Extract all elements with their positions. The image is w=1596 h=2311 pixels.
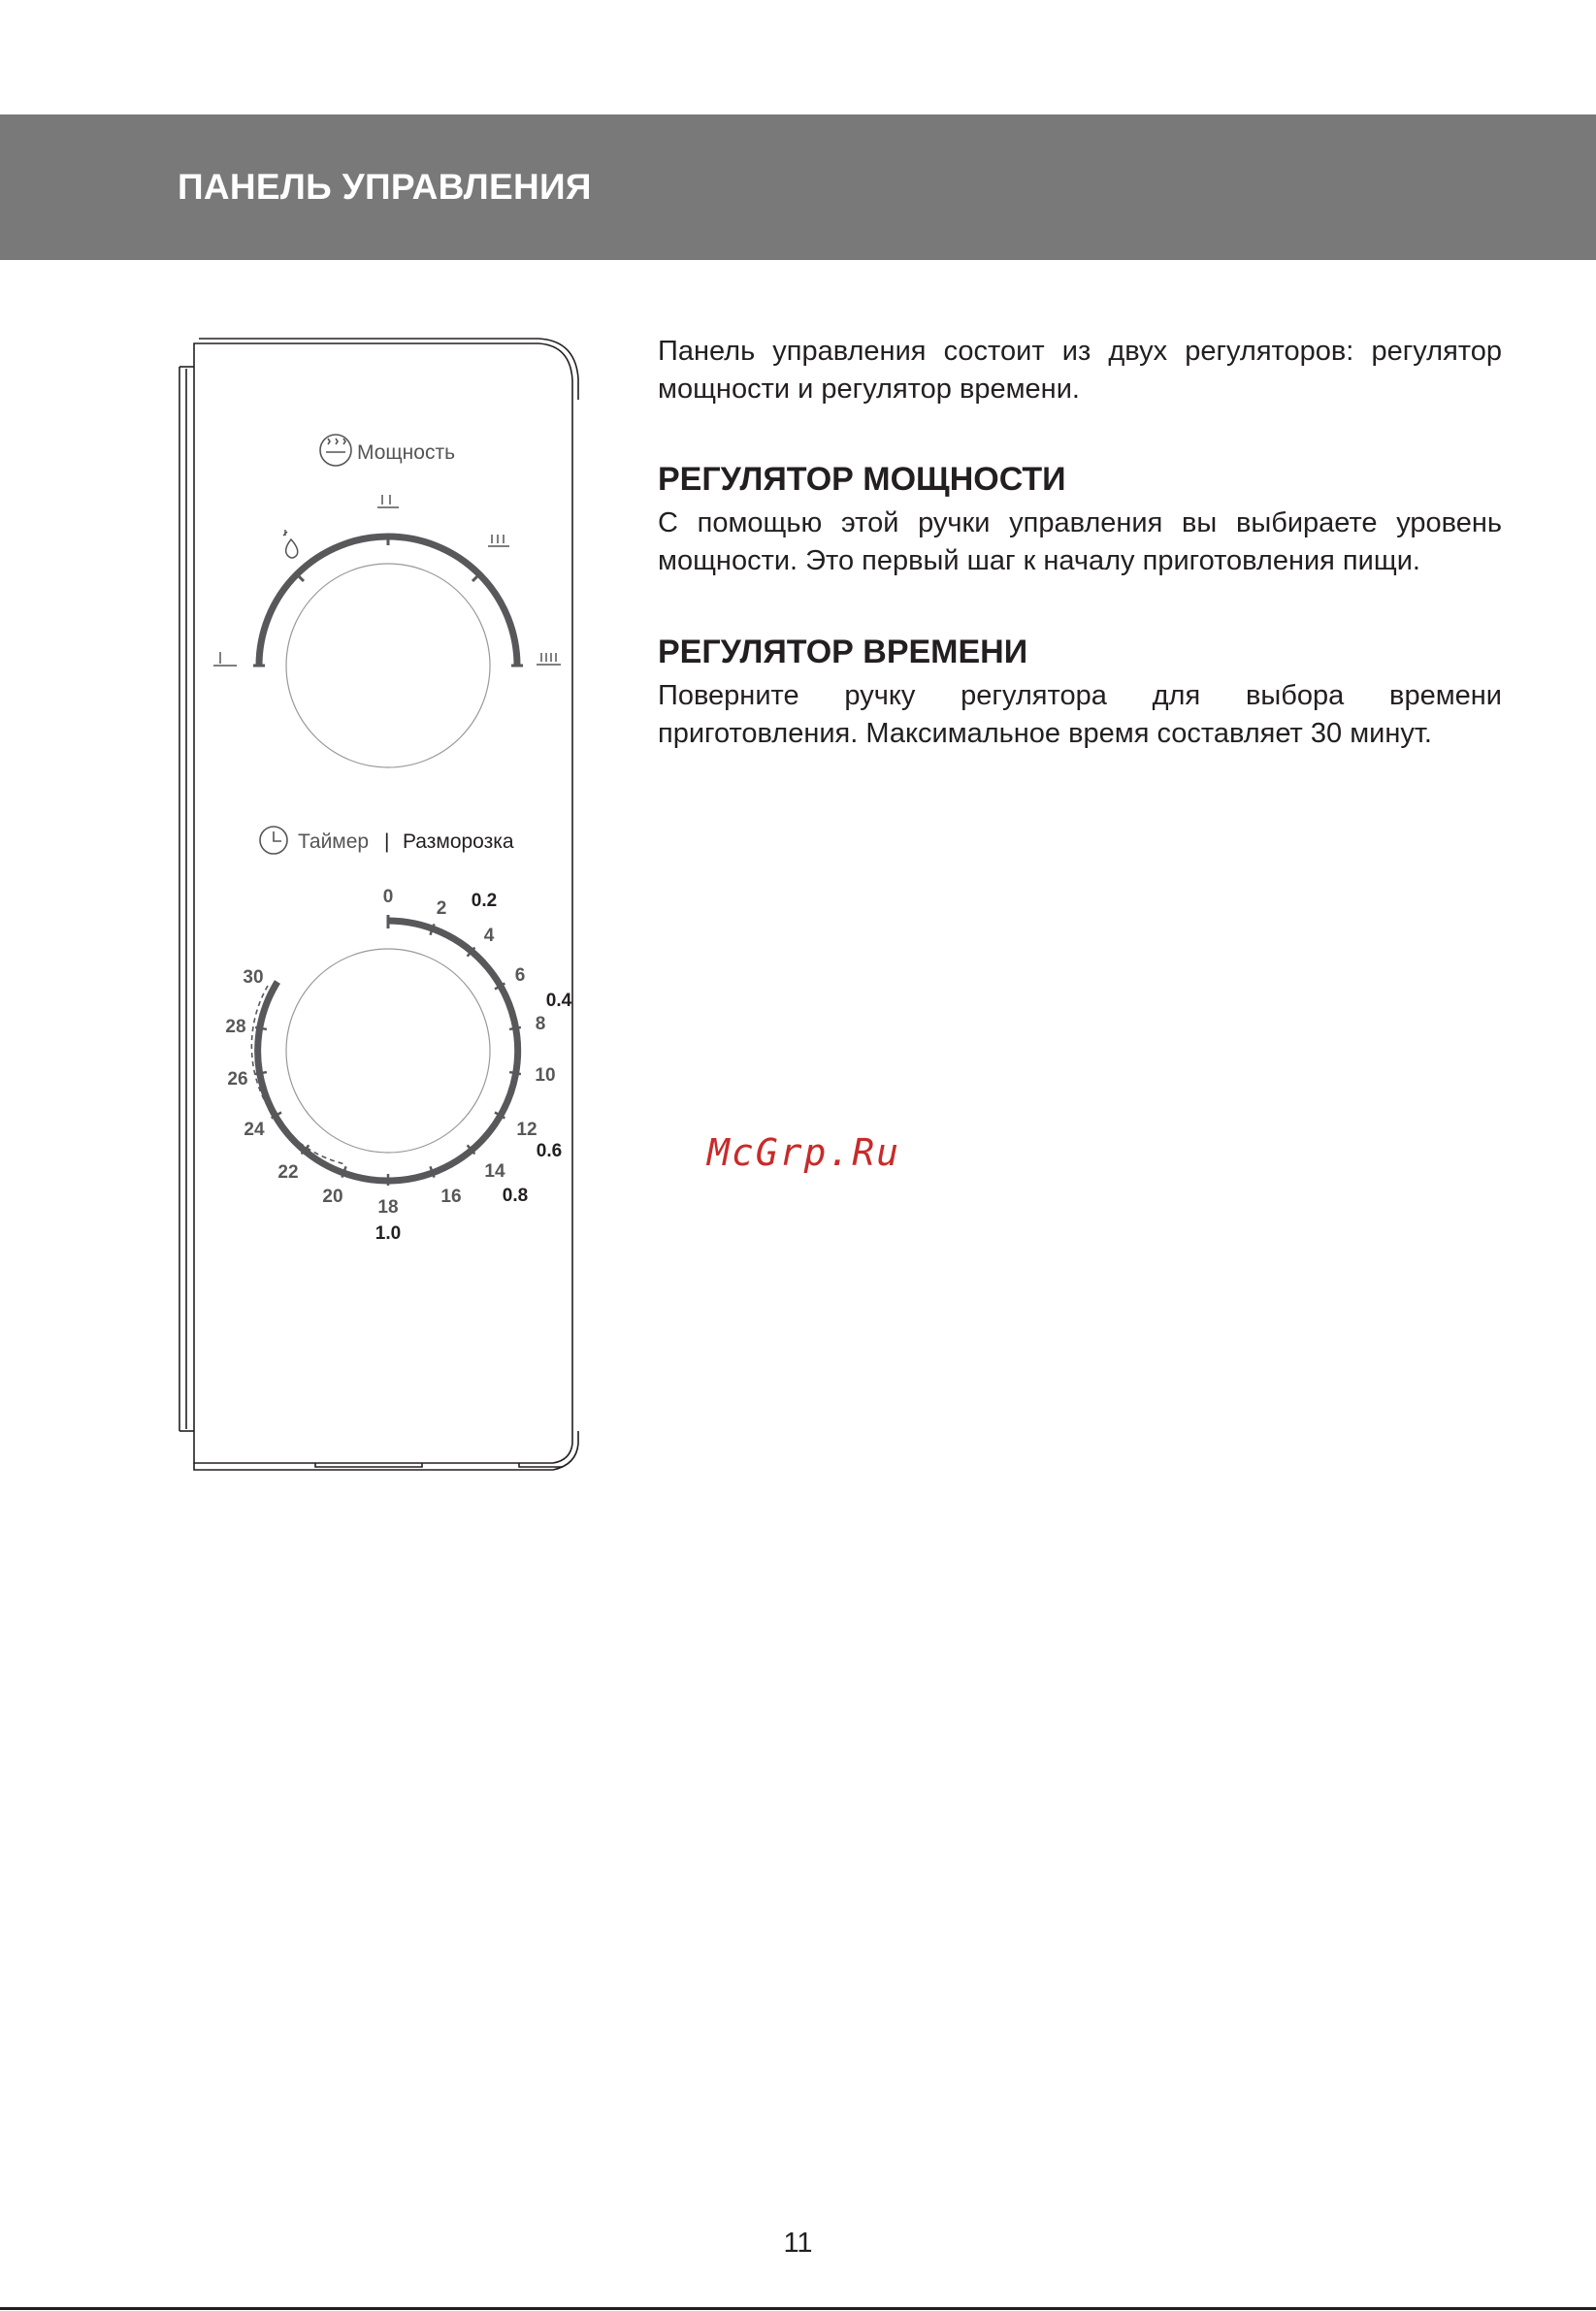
time-mark: 4	[483, 926, 495, 946]
defrost-label: Разморозка	[403, 830, 514, 853]
time-mark: 6	[514, 965, 526, 986]
label-separator: |	[384, 830, 390, 853]
time-mark: 28	[225, 1017, 246, 1037]
header-band	[0, 114, 1596, 260]
intro-block	[658, 333, 1502, 408]
time-mark: 22	[277, 1162, 299, 1183]
time-mark: 12	[516, 1120, 537, 1140]
watermark: McGrp.Ru	[707, 1131, 901, 1174]
low-heat-icon	[213, 652, 237, 666]
high-heat-icon	[537, 653, 561, 665]
time-mark: 10	[535, 1065, 556, 1086]
clock-icon	[260, 827, 287, 854]
timer-label: Таймер	[298, 830, 370, 853]
time-mark: 24	[244, 1120, 265, 1140]
section-body: С помощью этой ручки управления вы выбираете уровень мощности. Это первый шаг к началу приготовления пищи.	[658, 507, 1502, 576]
page-title: ПАНЕЛЬ УПРАВЛЕНИЯ	[178, 167, 592, 207]
power-level-icon	[320, 435, 351, 466]
time-mark: 18	[377, 1197, 399, 1218]
defrost-icon	[283, 530, 298, 558]
time-mark: 8	[535, 1014, 546, 1034]
section-title: РЕГУЛЯТОР МОЩНОСТИ	[658, 461, 1066, 498]
section-title: РЕГУЛЯТОР ВРЕМЕНИ	[658, 634, 1028, 670]
section-body: Поверните ручку регулятора для выбора времени приготовления. Максимальное время составляет 30 минут.	[658, 680, 1502, 749]
time-mark: 26	[227, 1069, 248, 1090]
bottom-rule	[0, 2307, 1596, 2310]
time-mark: 30	[243, 967, 264, 988]
time-mark: 16	[440, 1187, 462, 1207]
power-knob[interactable]	[253, 535, 523, 767]
defrost-mark: 0.2	[471, 891, 498, 911]
defrost-mark: 0.8	[502, 1186, 529, 1206]
control-panel-drawing	[165, 330, 592, 1475]
time-mark: 2	[436, 898, 447, 919]
time-mark: 0	[382, 887, 394, 907]
defrost-mark: 1.0	[375, 1223, 402, 1244]
time-mark: 14	[484, 1161, 505, 1182]
page-number: 11	[783, 2228, 813, 2259]
power-section	[658, 458, 1502, 580]
defrost-mark: 0.4	[545, 991, 572, 1011]
medium-high-heat-icon	[488, 535, 509, 546]
power-label: Мощность	[357, 441, 456, 464]
defrost-mark: 0.6	[536, 1141, 563, 1161]
time-mark: 20	[322, 1187, 343, 1207]
medium-heat-icon	[377, 495, 399, 507]
timer-knob[interactable]	[251, 915, 521, 1186]
panel-outline	[179, 339, 578, 1470]
intro-text: Панель управления состоит из двух регуляторов: регулятор мощности и регулятор времени.	[658, 336, 1502, 405]
timer-section	[658, 631, 1502, 753]
